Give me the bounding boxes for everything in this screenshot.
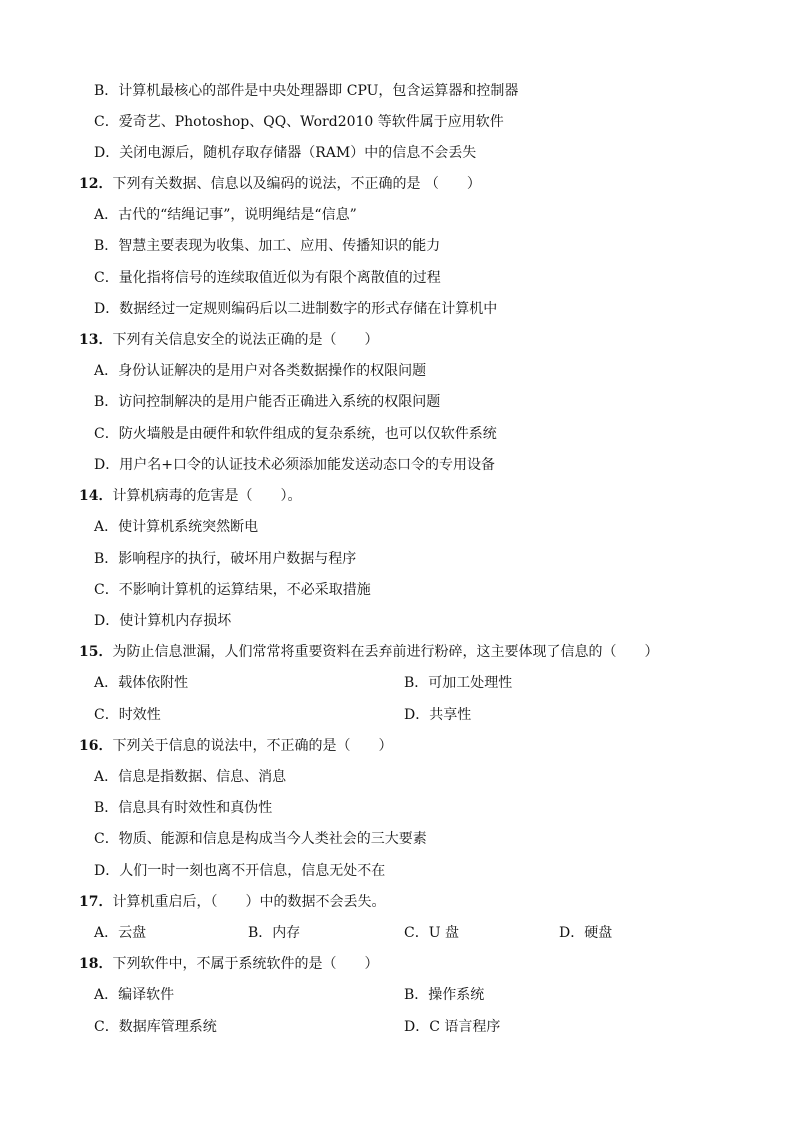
- option-q14-d: D．使计算机内存损坏: [94, 613, 232, 629]
- option-q18-b: B．操作系统: [404, 987, 485, 1003]
- question-number: 12．: [79, 176, 113, 192]
- option-q12-d: D．数据经过一定规则编码后以二进制数字的形式存储在计算机中: [94, 301, 498, 317]
- options-row: [0, 705, 794, 725]
- question-text: 计算机病毒的危害是（ ）。: [112, 488, 302, 504]
- option-q15-b: B．可加工处理性: [404, 675, 513, 691]
- option-q15-c: C．时效性: [94, 707, 161, 723]
- option-q13-b: B．访问控制解决的是用户能否正确进入系统的权限问题: [94, 394, 441, 410]
- question-text: 下列有关数据、信息以及编码的说法，不正确的是 （ ）: [112, 176, 481, 192]
- options-row: [0, 1017, 794, 1037]
- option-q15-d: D．共享性: [404, 707, 472, 723]
- option-q16-a: A．信息是指数据、信息、消息: [94, 769, 287, 785]
- option-q16-d: D．人们一时一刻也离不开信息，信息无处不在: [94, 863, 386, 879]
- option-q18-a: A．编译软件: [94, 987, 175, 1003]
- question-14: [79, 486, 301, 506]
- option-q14-c: C．不影响计算机的运算结果，不必采取措施: [94, 582, 371, 598]
- question-number: 14．: [79, 488, 113, 504]
- question-12: [79, 174, 481, 194]
- option-q12-a: A．古代的“结绳记事”，说明绳结是“信息”: [94, 207, 357, 223]
- question-17: [79, 892, 385, 912]
- question-16: [79, 736, 392, 756]
- question-text: 下列关于信息的说法中，不正确的是（ ）: [112, 738, 393, 754]
- question-18: [79, 954, 378, 974]
- question-number: 17．: [79, 894, 113, 910]
- option-q13-a: A．身份认证解决的是用户对各类数据操作的权限问题: [94, 363, 427, 379]
- option-q14-b: B．影响程序的执行，破坏用户数据与程序: [94, 551, 357, 567]
- option-q14-a: A．使计算机系统突然断电: [94, 519, 259, 535]
- option-q16-b: B．信息具有时效性和真伪性: [94, 800, 273, 816]
- options-row: [0, 673, 794, 693]
- question-number: 18．: [79, 956, 113, 972]
- question-15: [79, 642, 658, 662]
- option-q17-c: C．U 盘: [404, 925, 459, 941]
- option-q17-d: D．硬盘: [559, 925, 613, 941]
- question-number: 13．: [79, 332, 113, 348]
- option-q12-b: B．智慧主要表现为收集、加工、应用、传播知识的能力: [94, 238, 441, 254]
- question-number: 16．: [79, 738, 113, 754]
- option-q12-c: C．量化指将信号的连续取值近似为有限个离散值的过程: [94, 270, 441, 286]
- question-number: 15．: [79, 644, 113, 660]
- question-text: 下列软件中，不属于系统软件的是（ ）: [112, 956, 379, 972]
- question-text: 计算机重启后，（ ）中的数据不会丢失。: [112, 894, 386, 910]
- options-row: [0, 923, 794, 943]
- question-13: [79, 330, 378, 350]
- option-q16-c: C．物质、能源和信息是构成当今人类社会的三大要素: [94, 831, 427, 847]
- option-q13-c: C．防火墙般是由硬件和软件组成的复杂系统，也可以仅软件系统: [94, 426, 497, 442]
- question-text: 下列有关信息安全的说法正确的是（ ）: [112, 332, 379, 348]
- options-row: [0, 985, 794, 1005]
- option-q17-a: A．云盘: [94, 925, 147, 941]
- option-q18-d: D．C 语言程序: [404, 1019, 501, 1035]
- option-q11-c: C．爱奇艺、Photoshop、QQ、Word2010 等软件属于应用软件: [94, 114, 504, 130]
- option-q17-b: B．内存: [248, 925, 301, 941]
- question-text: 为防止信息泄漏，人们常常将重要资料在丢弃前进行粉碎，这主要体现了信息的（ ）: [112, 644, 659, 660]
- option-q13-d: D．用户名+口令的认证技术必须添加能发送动态口令的专用设备: [94, 457, 495, 473]
- option-q15-a: A．载体依附性: [94, 675, 189, 691]
- option-q18-c: C．数据库管理系统: [94, 1019, 217, 1035]
- option-q11-d: D．关闭电源后，随机存取存储器（RAM）中的信息不会丢失: [94, 145, 477, 161]
- option-q11-b: B．计算机最核心的部件是中央处理器即 CPU，包含运算器和控制器: [94, 83, 519, 99]
